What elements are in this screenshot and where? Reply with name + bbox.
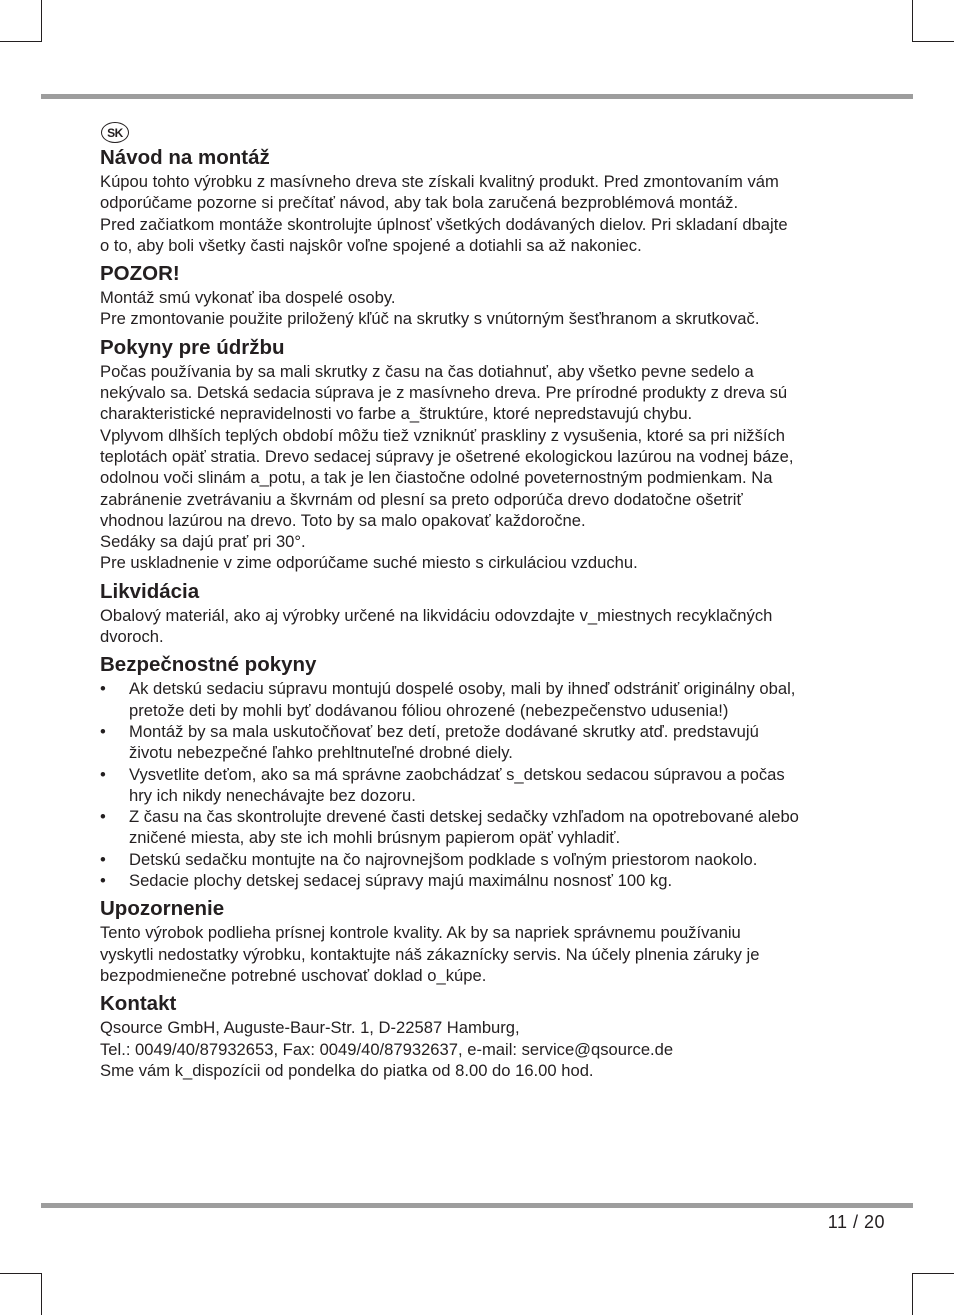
paragraph-line: Kúpou tohto výrobku z masívneho dreva ste získali kvalitný produkt. Pred zmontovaním vám: [100, 172, 779, 191]
paragraph-line: bezpodmienečne potrebné uschovať doklad o_kúpe.: [100, 965, 487, 985]
section-maintenance: [100, 335, 890, 574]
section-title: Pokyny pre údržbu: [100, 335, 285, 359]
section-title: Návod na montáž: [100, 146, 270, 169]
paragraph-line: Pre uskladnenie v zime odporúčame suché miesto s cirkuláciou vzduchu.: [100, 553, 638, 573]
paragraph-line: charakteristické nepravidelnosti vo farbe a_štruktúre, ktoré nepredstavujú chybu.: [100, 404, 693, 424]
paragraph-line: Qsource GmbH, Auguste-Baur-Str. 1, D-22587 Hamburg,: [100, 1018, 520, 1038]
crop-mark-top-left-v: [41, 0, 42, 42]
paragraph-line: Vplyvom dlhších teplých období môžu tiež vzniknúť praskliny z vysušenia, ktoré sa pri nižších: [100, 425, 786, 445]
paragraph-line: Počas používania by sa mali skrutky z času na čas dotiahnuť, aby všetko pevne sedelo a: [100, 361, 754, 381]
section-assembly: [100, 145, 890, 256]
section-contact: [100, 991, 890, 1081]
list-item: • Detskú sedačku montujte na čo najrovnejšom podklade s voľným priestorom naokolo.: [100, 849, 890, 870]
list-item: • Sedacie plochy detskej sedacej súpravy majú maximálnu nosnosť 100 kg.: [100, 870, 890, 891]
footer-rule: [41, 1203, 913, 1208]
paragraph-line: Pre zmontovanie použite priložený kľúč na skrutky s vnútorným šesťhranom a skrutkovač.: [100, 309, 760, 329]
crop-mark-bottom-left-h: [0, 1273, 42, 1274]
paragraph-line: dvoroch.: [100, 627, 164, 647]
section-title: POZOR!: [100, 262, 180, 286]
paragraph-line: Montáž smú vykonať iba dospelé osoby.: [100, 288, 396, 308]
safety-list: [100, 678, 890, 891]
list-item: • Ak detskú sedaciu súpravu montujú dospelé osoby, mali by ihneď odstrániť originálny obal, pretože deti by mohli byť dodávanou fóliou ohrozené (nebezpečenstvo udusenia!): [100, 678, 890, 721]
section-title: Bezpečnostné pokyny: [100, 653, 317, 677]
list-item: • Montáž by sa mala uskutočňovať bez detí, pretože dodávané skrutky atď. predstavujú životu nebezpečné ľahko prehltnuteľné drobné diely.: [100, 721, 890, 764]
paragraph-line: Pred začiatkom montáže skontrolujte úplnosť všetkých dodávaných dielov. Pri skladaní dbajte: [100, 214, 788, 234]
paragraph-line: odolnou voči slinám a_potu, a tak je len čiastočne odolné poveternostným podmienkam. Na: [100, 468, 773, 488]
paragraph-line: Sme vám k_dispozícii od pondelka do piatka od 8.00 do 16.00 hod.: [100, 1060, 594, 1080]
list-item: • Vysvetlite deťom, ako sa má správne zaobchádzať s_detskou sedacou súpravou a počas hry ich nikdy nenechávajte bez dozoru.: [100, 764, 890, 807]
paragraph-line: vyskytli nedostatky výrobku, kontaktujte náš zákaznícky servis. Na účely plnenia záruky je: [100, 944, 760, 964]
section-title: Likvidácia: [100, 579, 200, 603]
header-rule: [41, 94, 913, 99]
section-title: Upozornenie: [100, 897, 225, 921]
crop-mark-bottom-right-v: [912, 1273, 913, 1315]
list-item: • Z času na čas skontrolujte drevené časti detskej sedačky vzhľadom na opotrebované alebo zničené miesta, aby ste ich mohli brúsnym papierom opäť vyhladiť.: [100, 806, 890, 849]
section-notice: [100, 896, 890, 986]
paragraph-line: vhodnou lazúrou na drevo. Toto by sa malo opakovať každoročne.: [100, 510, 586, 530]
page-content: [100, 122, 890, 1081]
paragraph-line: odporúčame pozorne si prečítať návod, aby tak bola zaručená bezproblémová montáž.: [100, 193, 739, 213]
paragraph-line: zabránenie zvetrávaniu a škvrnám od plesní sa preto odporúča drevo dodatočne ošetriť: [100, 489, 743, 509]
paragraph-line: Obalový materiál, ako aj výrobky určené na likvidáciu odovzdajte v_miestnych recyklačných: [100, 605, 773, 625]
paragraph-line: teplotách opäť stratia. Drevo sedacej súpravy je ošetrené ekologickou lazúrou na vodnej báze,: [100, 446, 794, 466]
paragraph-line: o to, aby boli všetky časti najskôr voľne spojené a dotiahli sa až nakoniec.: [100, 235, 642, 255]
crop-mark-top-right-v: [912, 0, 913, 42]
language-badge: SK: [100, 122, 890, 143]
section-title: Kontakt: [100, 992, 177, 1016]
paragraph-line: Tento výrobok podlieha prísnej kontrole kvality. Ak by sa napriek správnemu používaniu: [100, 923, 741, 943]
paragraph-line: Sedáky sa dajú prať pri 30°.: [100, 532, 306, 552]
section-disposal: [100, 579, 890, 648]
crop-mark-bottom-right-h: [912, 1273, 954, 1274]
paragraph-line: nekývalo sa. Detská sedacia súprava je z masívneho dreva. Pre prírodné produkty z dreva sú: [100, 383, 788, 403]
paragraph-line: Tel.: 0049/40/87932653, Fax: 0049/40/87932637, e-mail: service@qsource.de: [100, 1039, 674, 1059]
section-safety: [100, 652, 890, 891]
crop-mark-top-right-h: [912, 41, 954, 42]
crop-mark-bottom-left-v: [41, 1273, 42, 1315]
section-caution: [100, 261, 890, 330]
page-number: 11 / 20: [827, 1212, 885, 1232]
crop-mark-top-left-h: [0, 41, 42, 42]
